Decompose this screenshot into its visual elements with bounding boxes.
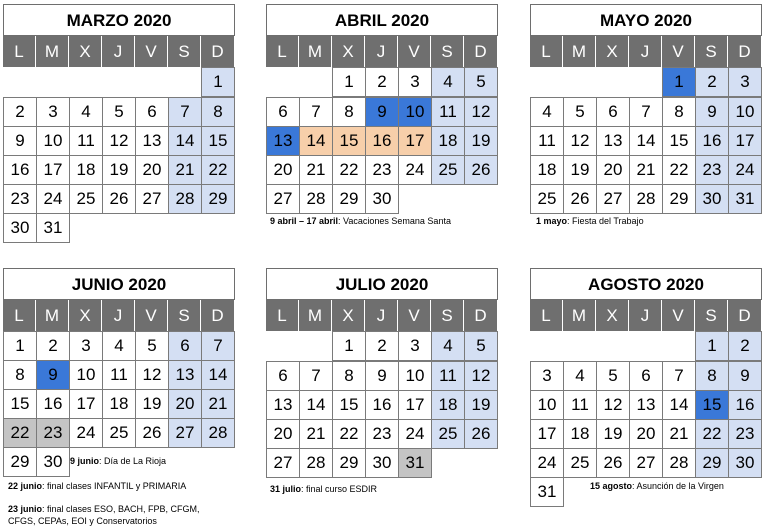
day-cell: 24 bbox=[69, 418, 103, 448]
day-cell: 8 bbox=[332, 361, 366, 391]
month-august bbox=[530, 268, 762, 506]
day-cell: 15 bbox=[332, 390, 366, 420]
day-cell: 10 bbox=[728, 97, 762, 127]
day-cell: 2 bbox=[695, 67, 729, 97]
day-cell: 24 bbox=[398, 419, 432, 449]
day-cell: 2 bbox=[36, 331, 70, 361]
weekday-header: V bbox=[135, 36, 168, 67]
day-cell: 21 bbox=[168, 155, 202, 185]
day-cell: 13 bbox=[135, 126, 169, 156]
month-march bbox=[3, 4, 235, 242]
day-cell: 6 bbox=[266, 97, 300, 127]
day-cell: 20 bbox=[596, 155, 630, 185]
day-cell: 14 bbox=[299, 390, 333, 420]
day-cell: 4 bbox=[530, 97, 564, 127]
day-cell: 27 bbox=[266, 448, 300, 478]
day-cell: 3 bbox=[728, 67, 762, 97]
day-cell: 23 bbox=[695, 155, 729, 185]
day-cell: 28 bbox=[201, 418, 235, 448]
weekday-header: J bbox=[102, 300, 135, 331]
day-cell: 7 bbox=[168, 97, 202, 127]
month-title: JUNIO 2020 bbox=[3, 268, 235, 300]
day-cell: 4 bbox=[431, 331, 465, 361]
day-cell: 17 bbox=[398, 390, 432, 420]
day-cell: 18 bbox=[563, 419, 597, 449]
day-cell: 14 bbox=[662, 390, 696, 420]
weekday-header: M bbox=[563, 300, 596, 331]
day-cell: 21 bbox=[299, 419, 333, 449]
day-cell: 1 bbox=[695, 331, 729, 361]
day-cell: 17 bbox=[530, 419, 564, 449]
weekday-header: X bbox=[596, 36, 629, 67]
day-cell: 2 bbox=[3, 97, 37, 127]
empty-cell bbox=[662, 331, 695, 361]
empty-cell bbox=[596, 67, 629, 97]
day-cell: 29 bbox=[3, 447, 37, 477]
day-cell: 12 bbox=[102, 126, 136, 156]
note-june-23: 23 junio: final clases ESO, BACH, FPB, CFGM, CFGS, CEPAs, EOI y Conservatorios bbox=[8, 504, 200, 526]
day-cell: 23 bbox=[36, 418, 70, 448]
weekday-header: X bbox=[332, 36, 365, 67]
day-cell: 16 bbox=[365, 126, 399, 156]
weekday-header: M bbox=[563, 36, 596, 67]
day-cell: 23 bbox=[365, 155, 399, 185]
day-cell: 10 bbox=[398, 361, 432, 391]
day-cell: 6 bbox=[596, 97, 630, 127]
day-cell: 11 bbox=[530, 126, 564, 156]
day-cell: 6 bbox=[266, 361, 300, 391]
day-cell: 6 bbox=[135, 97, 169, 127]
day-cell: 26 bbox=[102, 184, 136, 214]
weekday-header: D bbox=[464, 300, 497, 331]
month-title: MARZO 2020 bbox=[3, 4, 235, 36]
day-cell: 15 bbox=[695, 390, 729, 420]
day-cell: 22 bbox=[332, 419, 366, 449]
day-cell: 30 bbox=[3, 213, 37, 243]
weekday-header: S bbox=[168, 300, 201, 331]
day-cell: 9 bbox=[3, 126, 37, 156]
day-cell: 1 bbox=[332, 67, 366, 97]
day-cell: 26 bbox=[563, 184, 597, 214]
day-cell: 31 bbox=[530, 477, 564, 507]
day-cell: 21 bbox=[201, 389, 235, 419]
day-cell: 19 bbox=[563, 155, 597, 185]
empty-cell bbox=[629, 331, 662, 361]
day-cell: 9 bbox=[365, 97, 399, 127]
day-cell: 16 bbox=[36, 389, 70, 419]
empty-cell bbox=[266, 331, 299, 361]
day-cell: 24 bbox=[398, 155, 432, 185]
weekday-header: J bbox=[102, 36, 135, 67]
weekday-header: M bbox=[36, 300, 69, 331]
day-cell: 15 bbox=[332, 126, 366, 156]
note-june-9: 9 junio: Día de La Rioja bbox=[70, 456, 167, 466]
month-title: ABRIL 2020 bbox=[266, 4, 498, 36]
day-cell: 12 bbox=[596, 390, 630, 420]
day-cell: 22 bbox=[3, 418, 37, 448]
day-cell: 13 bbox=[266, 390, 300, 420]
day-cell: 8 bbox=[695, 361, 729, 391]
day-cell: 22 bbox=[332, 155, 366, 185]
empty-cell bbox=[266, 67, 299, 97]
day-cell: 31 bbox=[36, 213, 70, 243]
day-cell: 20 bbox=[135, 155, 169, 185]
weekday-header: M bbox=[299, 300, 332, 331]
day-cell: 7 bbox=[201, 331, 235, 361]
day-cell: 10 bbox=[530, 390, 564, 420]
day-cell: 30 bbox=[695, 184, 729, 214]
day-grid bbox=[266, 36, 498, 213]
day-cell: 12 bbox=[464, 97, 498, 127]
day-cell: 14 bbox=[201, 360, 235, 390]
day-cell: 6 bbox=[629, 361, 663, 391]
weekday-header: S bbox=[695, 36, 728, 67]
day-cell: 3 bbox=[398, 331, 432, 361]
weekday-header: L bbox=[530, 300, 563, 331]
day-cell: 15 bbox=[3, 389, 37, 419]
weekday-header: L bbox=[530, 36, 563, 67]
day-cell: 2 bbox=[365, 67, 399, 97]
empty-cell bbox=[69, 67, 102, 97]
day-cell: 18 bbox=[530, 155, 564, 185]
day-cell: 27 bbox=[629, 448, 663, 478]
day-cell: 11 bbox=[69, 126, 103, 156]
day-cell: 26 bbox=[596, 448, 630, 478]
day-cell: 20 bbox=[266, 419, 300, 449]
day-cell: 25 bbox=[563, 448, 597, 478]
empty-cell bbox=[3, 67, 36, 97]
day-cell: 28 bbox=[168, 184, 202, 214]
day-cell: 24 bbox=[530, 448, 564, 478]
weekday-header: S bbox=[695, 300, 728, 331]
day-cell: 10 bbox=[36, 126, 70, 156]
day-cell: 4 bbox=[563, 361, 597, 391]
weekday-header: J bbox=[365, 300, 398, 331]
day-cell: 11 bbox=[102, 360, 136, 390]
day-cell: 30 bbox=[365, 448, 399, 478]
day-cell: 18 bbox=[431, 390, 465, 420]
day-cell: 10 bbox=[69, 360, 103, 390]
day-cell: 9 bbox=[695, 97, 729, 127]
weekday-header: L bbox=[3, 300, 36, 331]
day-cell: 30 bbox=[728, 448, 762, 478]
day-cell: 7 bbox=[662, 361, 696, 391]
weekday-header: V bbox=[135, 300, 168, 331]
day-cell: 29 bbox=[662, 184, 696, 214]
day-cell: 22 bbox=[662, 155, 696, 185]
day-cell: 1 bbox=[201, 67, 235, 97]
weekday-header: V bbox=[662, 36, 695, 67]
day-cell: 1 bbox=[662, 67, 696, 97]
day-cell: 12 bbox=[135, 360, 169, 390]
day-cell: 25 bbox=[431, 155, 465, 185]
day-cell: 11 bbox=[563, 390, 597, 420]
day-cell: 13 bbox=[596, 126, 630, 156]
day-cell: 21 bbox=[629, 155, 663, 185]
day-cell: 27 bbox=[135, 184, 169, 214]
weekday-header: V bbox=[662, 300, 695, 331]
month-title: AGOSTO 2020 bbox=[530, 268, 762, 300]
weekday-header: M bbox=[299, 36, 332, 67]
day-cell: 30 bbox=[36, 447, 70, 477]
day-cell: 26 bbox=[464, 419, 498, 449]
day-cell: 13 bbox=[629, 390, 663, 420]
day-cell: 17 bbox=[36, 155, 70, 185]
day-cell: 19 bbox=[464, 126, 498, 156]
day-cell: 7 bbox=[299, 361, 333, 391]
day-cell: 9 bbox=[36, 360, 70, 390]
empty-cell bbox=[596, 331, 629, 361]
day-cell: 24 bbox=[728, 155, 762, 185]
weekday-header: X bbox=[332, 300, 365, 331]
month-june bbox=[3, 268, 235, 476]
day-cell: 16 bbox=[3, 155, 37, 185]
day-cell: 23 bbox=[728, 419, 762, 449]
day-cell: 14 bbox=[629, 126, 663, 156]
empty-cell bbox=[299, 331, 332, 361]
day-cell: 11 bbox=[431, 97, 465, 127]
day-cell: 22 bbox=[695, 419, 729, 449]
day-cell: 14 bbox=[299, 126, 333, 156]
note-june-22: 22 junio: final clases INFANTIL y PRIMARIA bbox=[8, 481, 187, 491]
day-cell: 20 bbox=[266, 155, 300, 185]
empty-cell bbox=[563, 67, 596, 97]
day-grid bbox=[3, 36, 235, 242]
day-cell: 31 bbox=[398, 448, 432, 478]
day-cell: 10 bbox=[398, 97, 432, 127]
day-grid bbox=[530, 36, 762, 213]
month-april bbox=[266, 4, 498, 213]
weekday-header: D bbox=[728, 36, 761, 67]
weekday-header: D bbox=[201, 36, 234, 67]
day-cell: 25 bbox=[431, 419, 465, 449]
day-cell: 18 bbox=[102, 389, 136, 419]
day-cell: 3 bbox=[530, 361, 564, 391]
day-cell: 4 bbox=[431, 67, 465, 97]
weekday-header: S bbox=[431, 300, 464, 331]
day-cell: 1 bbox=[332, 331, 366, 361]
note-july: 31 julio: final curso ESDIR bbox=[270, 484, 378, 494]
month-july bbox=[266, 268, 498, 477]
day-cell: 28 bbox=[299, 448, 333, 478]
empty-cell bbox=[102, 67, 135, 97]
day-cell: 9 bbox=[728, 361, 762, 391]
weekday-header: J bbox=[629, 36, 662, 67]
day-cell: 19 bbox=[102, 155, 136, 185]
day-cell: 5 bbox=[464, 67, 498, 97]
weekday-header: D bbox=[201, 300, 234, 331]
day-cell: 27 bbox=[266, 184, 300, 214]
day-cell: 23 bbox=[365, 419, 399, 449]
day-cell: 18 bbox=[69, 155, 103, 185]
day-cell: 15 bbox=[201, 126, 235, 156]
day-cell: 28 bbox=[662, 448, 696, 478]
day-cell: 23 bbox=[3, 184, 37, 214]
day-cell: 29 bbox=[332, 184, 366, 214]
day-cell: 26 bbox=[135, 418, 169, 448]
day-cell: 8 bbox=[201, 97, 235, 127]
day-cell: 18 bbox=[431, 126, 465, 156]
day-cell: 31 bbox=[728, 184, 762, 214]
day-cell: 26 bbox=[464, 155, 498, 185]
empty-cell bbox=[135, 67, 168, 97]
weekday-header: S bbox=[168, 36, 201, 67]
day-cell: 25 bbox=[69, 184, 103, 214]
weekday-header: X bbox=[596, 300, 629, 331]
empty-cell bbox=[629, 67, 662, 97]
empty-cell bbox=[530, 331, 563, 361]
weekday-header: M bbox=[36, 36, 69, 67]
day-cell: 27 bbox=[596, 184, 630, 214]
day-cell: 8 bbox=[3, 360, 37, 390]
day-cell: 24 bbox=[36, 184, 70, 214]
day-cell: 19 bbox=[464, 390, 498, 420]
day-cell: 16 bbox=[365, 390, 399, 420]
day-cell: 17 bbox=[69, 389, 103, 419]
weekday-header: X bbox=[69, 36, 102, 67]
month-may bbox=[530, 4, 762, 213]
day-cell: 27 bbox=[168, 418, 202, 448]
day-grid bbox=[266, 300, 498, 477]
day-cell: 20 bbox=[168, 389, 202, 419]
day-grid bbox=[3, 300, 235, 476]
day-cell: 21 bbox=[662, 419, 696, 449]
day-cell: 1 bbox=[3, 331, 37, 361]
day-cell: 19 bbox=[596, 419, 630, 449]
empty-cell bbox=[299, 67, 332, 97]
day-cell: 29 bbox=[332, 448, 366, 478]
weekday-header: D bbox=[728, 300, 761, 331]
weekday-header: L bbox=[266, 36, 299, 67]
empty-cell bbox=[36, 67, 69, 97]
month-title: MAYO 2020 bbox=[530, 4, 762, 36]
day-cell: 25 bbox=[102, 418, 136, 448]
day-cell: 21 bbox=[299, 155, 333, 185]
day-cell: 17 bbox=[728, 126, 762, 156]
day-cell: 3 bbox=[36, 97, 70, 127]
day-cell: 5 bbox=[464, 331, 498, 361]
day-cell: 29 bbox=[201, 184, 235, 214]
day-cell: 28 bbox=[629, 184, 663, 214]
day-cell: 25 bbox=[530, 184, 564, 214]
day-cell: 7 bbox=[299, 97, 333, 127]
weekday-header: J bbox=[365, 36, 398, 67]
day-cell: 28 bbox=[299, 184, 333, 214]
day-cell: 7 bbox=[629, 97, 663, 127]
day-cell: 20 bbox=[629, 419, 663, 449]
weekday-header: J bbox=[629, 300, 662, 331]
day-cell: 16 bbox=[695, 126, 729, 156]
day-cell: 13 bbox=[168, 360, 202, 390]
day-cell: 8 bbox=[662, 97, 696, 127]
day-cell: 19 bbox=[135, 389, 169, 419]
day-cell: 22 bbox=[201, 155, 235, 185]
day-cell: 4 bbox=[69, 97, 103, 127]
day-cell: 4 bbox=[102, 331, 136, 361]
empty-cell bbox=[168, 67, 201, 97]
day-cell: 5 bbox=[102, 97, 136, 127]
month-title: JULIO 2020 bbox=[266, 268, 498, 300]
note-april: 9 abril – 17 abril: Vacaciones Semana Santa bbox=[270, 216, 451, 226]
day-cell: 15 bbox=[662, 126, 696, 156]
weekday-header: L bbox=[3, 36, 36, 67]
day-grid bbox=[530, 300, 762, 506]
weekday-header: V bbox=[398, 36, 431, 67]
day-cell: 5 bbox=[135, 331, 169, 361]
weekday-header: X bbox=[69, 300, 102, 331]
day-cell: 17 bbox=[398, 126, 432, 156]
day-cell: 30 bbox=[365, 184, 399, 214]
day-cell: 3 bbox=[398, 67, 432, 97]
day-cell: 8 bbox=[332, 97, 366, 127]
day-cell: 29 bbox=[695, 448, 729, 478]
day-cell: 2 bbox=[365, 331, 399, 361]
day-cell: 5 bbox=[596, 361, 630, 391]
day-cell: 14 bbox=[168, 126, 202, 156]
day-cell: 3 bbox=[69, 331, 103, 361]
note-may: 1 mayo: Fiesta del Trabajo bbox=[536, 216, 644, 226]
weekday-header: L bbox=[266, 300, 299, 331]
day-cell: 9 bbox=[365, 361, 399, 391]
weekday-header: D bbox=[464, 36, 497, 67]
empty-cell bbox=[563, 331, 596, 361]
day-cell: 11 bbox=[431, 361, 465, 391]
day-cell: 12 bbox=[563, 126, 597, 156]
note-august: 15 agosto: Asunción de la Virgen bbox=[590, 481, 724, 491]
weekday-header: S bbox=[431, 36, 464, 67]
day-cell: 5 bbox=[563, 97, 597, 127]
day-cell: 13 bbox=[266, 126, 300, 156]
day-cell: 12 bbox=[464, 361, 498, 391]
empty-cell bbox=[530, 67, 563, 97]
day-cell: 2 bbox=[728, 331, 762, 361]
weekday-header: V bbox=[398, 300, 431, 331]
day-cell: 6 bbox=[168, 331, 202, 361]
day-cell: 16 bbox=[728, 390, 762, 420]
